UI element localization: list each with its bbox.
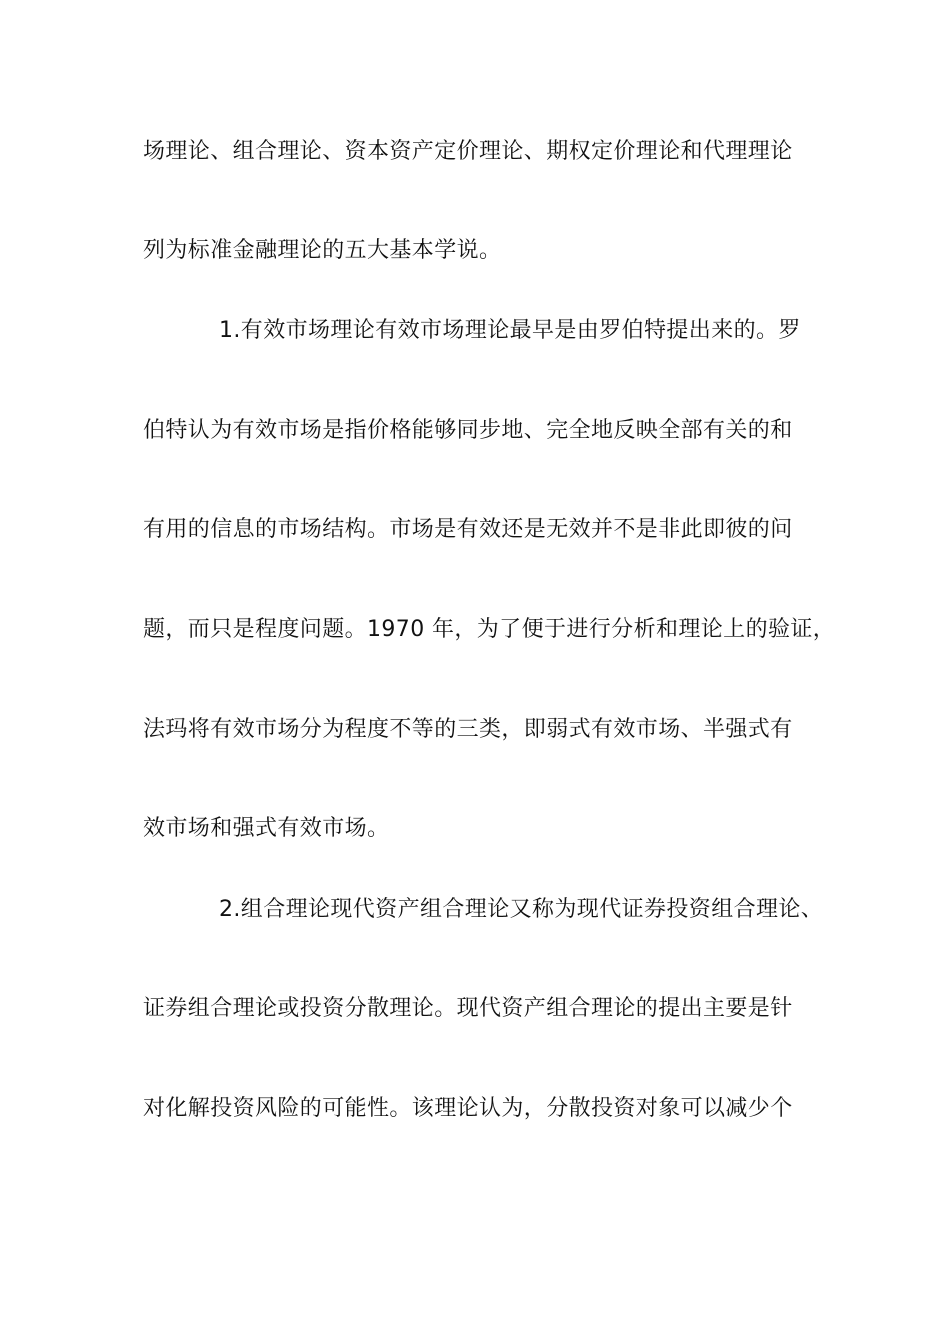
text-line-7: 法玛将有效市场分为程度不等的三类，即弱式有效市场、半强式有 — [143, 717, 793, 742]
text-line-2: 列为标准金融理论的五大基本学说。 — [143, 238, 502, 263]
text-line-10: 证券组合理论或投资分散理论。现代资产组合理论的提出主要是针 — [143, 996, 793, 1021]
text-line-5: 有用的信息的市场结构。市场是有效还是无效并不是非此即彼的问 — [143, 517, 793, 542]
paragraph-2-start: 2.组合理论现代资产组合理论又称为现代证券投资组合理论、 — [219, 897, 824, 922]
text-line-4: 伯特认为有效市场是指价格能够同步地、完全地反映全部有关的和 — [143, 418, 793, 443]
text-line-6: 题，而只是程度问题。1970 年，为了便于进行分析和理论上的验证， — [143, 617, 836, 642]
text-line-8: 效市场和强式有效市场。 — [143, 816, 390, 841]
paragraph-1-start: 1.有效市场理论有效市场理论最早是由罗伯特提出来的。罗 — [219, 318, 801, 343]
text-line-11: 对化解投资风险的可能性。该理论认为，分散投资对象可以减少个 — [143, 1096, 793, 1121]
text-line-1: 场理论、组合理论、资本资产定价理论、期权定价理论和代理理论 — [143, 139, 793, 164]
